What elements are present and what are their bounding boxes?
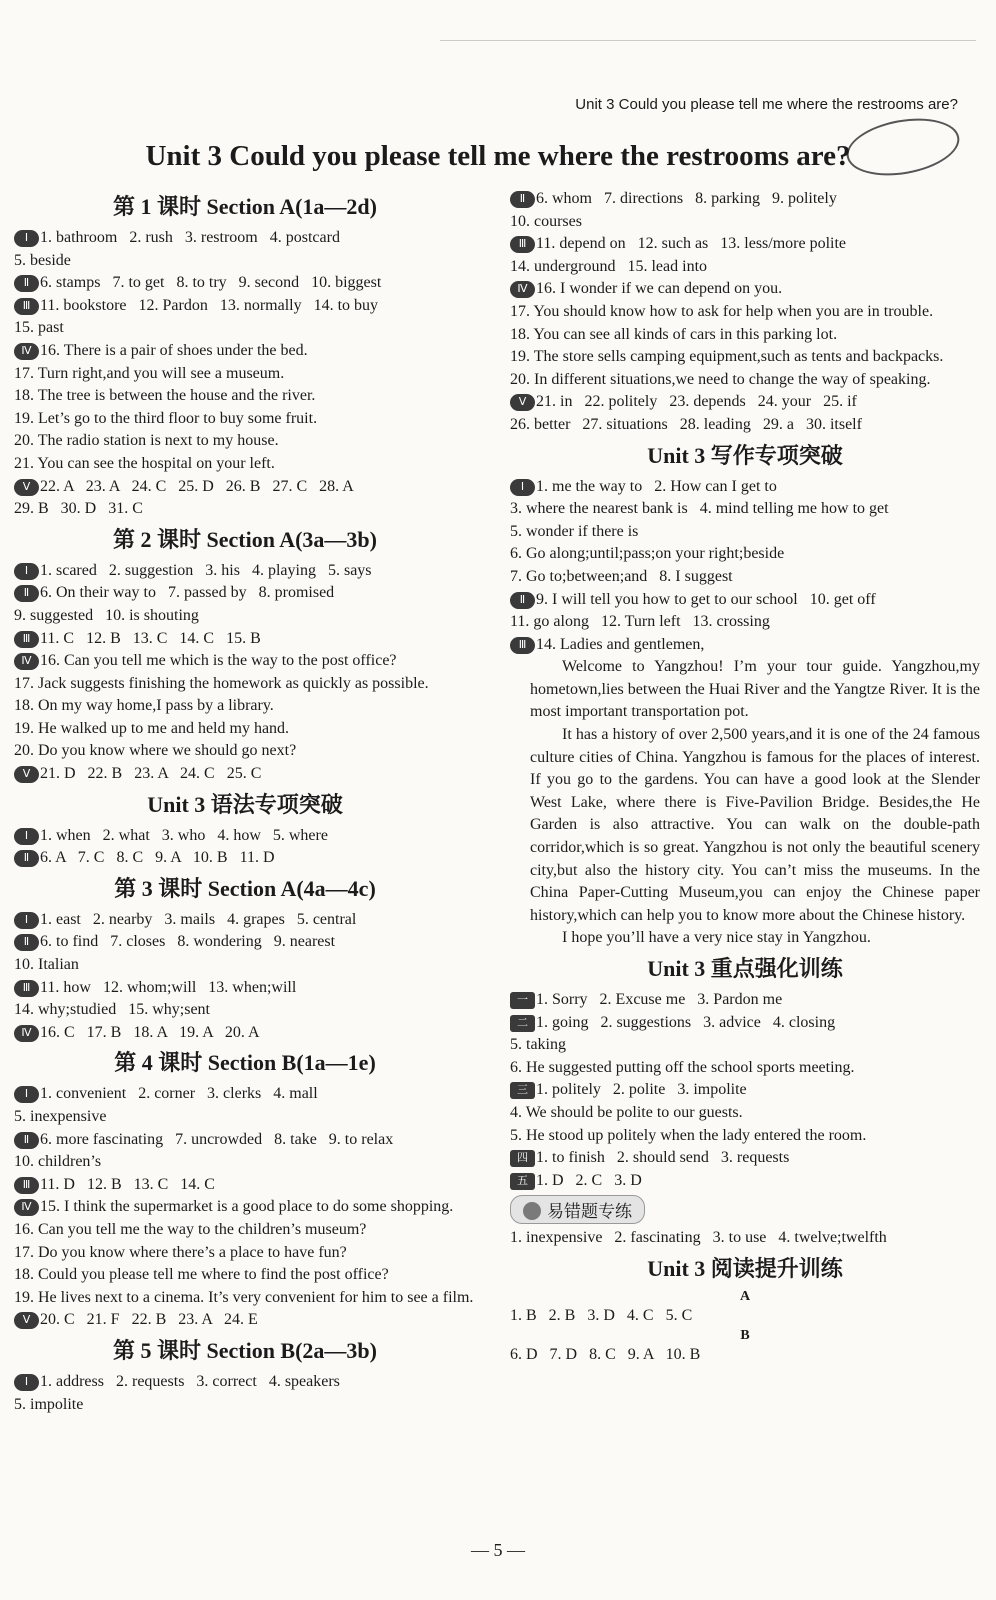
part-badge: 三 xyxy=(510,1082,535,1099)
answer-line: 20. In different situations,we need to change the way of speaking. xyxy=(510,370,931,388)
answer-line: Ⅲ 11. depend on 12. such as 13. less/more polite xyxy=(510,233,980,256)
left-column xyxy=(14,188,476,1416)
answer-line: 19. The store sells camping equipment,such as tents and backpacks. xyxy=(510,348,944,366)
part-badge: Ⅲ xyxy=(510,236,535,253)
answer-line: Ⅳ 16. There is a pair of shoes under the bed. xyxy=(14,340,476,363)
answer-line: 11. go along 12. Turn left 13. crossing xyxy=(510,613,770,631)
answer-line: 17. You should know how to ask for help when you are in trouble. xyxy=(510,302,934,320)
answer-line: 18. The tree is between the house and the river. xyxy=(14,387,316,405)
passage-label: B xyxy=(740,1327,750,1343)
answer-line: Ⅳ 15. I think the supermarket is a good place to do some shopping. xyxy=(14,1196,476,1219)
part-badge: Ⅴ xyxy=(14,766,39,783)
answer-line: 5. He stood up politely when the lady entered the room. xyxy=(510,1126,867,1144)
part-badge: 五 xyxy=(510,1173,535,1190)
essay-paragraph: Welcome to Yangzhou! I’m your tour guide. Yangzhou,my hometown,lies between the Huai River and the Yangtze River. It is the most important transportation pot. xyxy=(530,658,984,721)
answer-line: Ⅳ 16. Can you tell me which is the way to the post office? xyxy=(14,650,476,673)
part-badge: Ⅱ xyxy=(14,850,39,867)
part-badge: Ⅳ xyxy=(510,281,535,298)
answer-line: 18. On my way home,I pass by a library. xyxy=(14,697,274,715)
part-badge: Ⅰ xyxy=(510,479,535,496)
answer-line: 15. past xyxy=(14,319,64,337)
section-heading: Unit 3 语法专项突破 xyxy=(147,791,343,817)
part-badge: Ⅲ xyxy=(14,1177,39,1194)
part-badge: Ⅱ xyxy=(14,1132,39,1149)
section-heading: 第 4 课时 Section B(1a—1e) xyxy=(114,1050,376,1076)
section-heading: 第 3 课时 Section A(4a—4c) xyxy=(114,875,376,901)
part-badge: Ⅲ xyxy=(510,637,535,654)
answer-line: Ⅰ 1. me the way to 2. How can I get to xyxy=(510,476,980,499)
answer-line: 18. Could you please tell me where to find the post office? xyxy=(14,1266,389,1284)
answer-line: 9. suggested 10. is shouting xyxy=(14,606,199,624)
top-rule xyxy=(440,40,976,41)
tag-icon xyxy=(523,1202,541,1220)
answer-line: 1. inexpensive 2. fascinating 3. to use 4. twelve;twelfth xyxy=(510,1229,887,1247)
page-title: Unit 3 Could you please tell me where the restrooms are? xyxy=(145,140,851,172)
answer-line: 14. why;studied 15. why;sent xyxy=(14,1001,210,1019)
answer-line: 5. inexpensive xyxy=(14,1108,107,1125)
part-badge: Ⅰ xyxy=(14,1086,39,1103)
answer-line: Ⅴ 21. D 22. B 23. A 24. C 25. C xyxy=(14,763,476,786)
part-badge: Ⅴ xyxy=(14,479,39,496)
answer-line: Ⅱ 6. stamps 7. to get 8. to try 9. second 10. biggest xyxy=(14,272,476,295)
part-badge: Ⅳ xyxy=(14,343,39,360)
part-badge: Ⅱ xyxy=(14,585,39,602)
answer-line: Ⅰ 1. scared 2. suggestion 3. his 4. playing 5. says xyxy=(14,560,476,583)
answer-line: Ⅰ 1. when 2. what 3. who 4. how 5. where xyxy=(14,825,476,848)
answer-line: Ⅰ 1. convenient 2. corner 3. clerks 4. mall xyxy=(14,1083,476,1106)
answer-line: 17. Do you know where there’s a place to have fun? xyxy=(14,1243,347,1261)
section-heading: 第 1 课时 Section A(1a—2d) xyxy=(112,194,377,219)
answer-line: Ⅴ 21. in 22. politely 23. depends 24. your 25. if xyxy=(510,391,980,414)
answer-line: Ⅱ 6. A 7. C 8. C 9. A 10. B 11. D xyxy=(14,847,476,870)
answer-line: 6. He suggested putting off the school sports meeting. xyxy=(510,1058,855,1076)
answer-line: 1. B 2. B 3. D 4. C 5. C xyxy=(510,1306,693,1324)
section-heading: Unit 3 重点强化训练 xyxy=(647,956,843,981)
answer-line: Ⅰ 1. address 2. requests 3. correct 4. speakers xyxy=(14,1371,476,1394)
error-practice-tag: 易错题专练 xyxy=(510,1195,645,1224)
answer-line: 18. You can see all kinds of cars in this parking lot. xyxy=(510,325,838,343)
page-number: — 5 — xyxy=(471,1540,525,1560)
section-heading: 第 2 课时 Section A(3a—3b) xyxy=(112,526,377,552)
answer-line: 20. Do you know where we should go next? xyxy=(14,742,297,760)
part-badge: Ⅳ xyxy=(14,653,39,670)
part-badge: Ⅲ xyxy=(14,298,39,315)
answer-line: 一 1. Sorry 2. Excuse me 3. Pardon me xyxy=(510,989,980,1012)
answer-line: 17. Jack suggests finishing the homework as quickly as possible. xyxy=(14,674,429,692)
answer-line: 20. The radio station is next to my house. xyxy=(14,432,279,450)
right-column xyxy=(510,188,984,1366)
part-badge: 四 xyxy=(510,1150,535,1167)
answer-line: 26. better 27. situations 28. leading 29. a 30. itself xyxy=(510,415,862,433)
running-head: Unit 3 Could you please tell me where the restrooms are? xyxy=(575,96,958,113)
answer-line: Ⅲ 11. how 12. whom;will 13. when;will xyxy=(14,977,476,1000)
answer-line: 17. Turn right,and you will see a museum. xyxy=(14,364,285,382)
part-badge: Ⅱ xyxy=(14,934,39,951)
answer-line: 19. Let’s go to the third floor to buy some fruit. xyxy=(14,409,318,427)
section-heading: Unit 3 阅读提升训练 xyxy=(647,1255,843,1281)
answer-line: Ⅱ 6. more fascinating 7. uncrowded 8. take 9. to relax xyxy=(14,1129,476,1152)
part-badge: Ⅰ xyxy=(14,563,39,580)
answer-line: 6. Go along;until;pass;on your right;beside xyxy=(510,545,785,563)
answer-line: Ⅳ 16. I wonder if we can depend on you. xyxy=(510,278,980,301)
part-badge: Ⅲ xyxy=(14,980,39,997)
section-heading: 第 5 课时 Section B(2a—3b) xyxy=(112,1337,377,1363)
answer-line: 16. Can you tell me the way to the children’s museum? xyxy=(14,1220,367,1238)
answer-line: 21. You can see the hospital on your left. xyxy=(14,454,275,472)
answer-line: 五 1. D 2. C 3. D xyxy=(510,1170,980,1193)
answer-line: 5. impolite xyxy=(14,1395,84,1413)
answer-line: 6. D 7. D 8. C 9. A 10. B xyxy=(510,1345,701,1363)
part-badge: Ⅴ xyxy=(14,1312,39,1329)
part-badge: Ⅰ xyxy=(14,912,39,929)
part-badge: Ⅳ xyxy=(14,1199,39,1216)
part-badge: Ⅱ xyxy=(510,191,535,208)
answer-line: Ⅲ 14. Ladies and gentlemen, xyxy=(510,634,980,657)
answer-line: 四 1. to finish 2. should send 3. requests xyxy=(510,1147,980,1170)
part-badge: Ⅰ xyxy=(14,230,39,247)
part-badge: 一 xyxy=(510,992,535,1009)
answer-line: Ⅱ 6. to find 7. closes 8. wondering 9. nearest xyxy=(14,931,476,954)
part-badge: Ⅱ xyxy=(14,275,39,292)
answer-line: Ⅴ 22. A 23. A 24. C 25. D 26. B 27. C 28. A xyxy=(14,476,476,499)
answer-line: 29. B 30. D 31. C xyxy=(14,500,143,518)
answer-line: 19. He lives next to a cinema. It’s very convenient for him to see a film. xyxy=(14,1288,474,1306)
section-heading: Unit 3 写作专项突破 xyxy=(647,442,843,468)
part-badge: Ⅳ xyxy=(14,1025,39,1042)
part-badge: 二 xyxy=(510,1015,535,1032)
answer-line: Ⅱ 6. whom 7. directions 8. parking 9. politely xyxy=(510,188,980,211)
answer-line: Ⅴ 20. C 21. F 22. B 23. A 24. E xyxy=(14,1309,476,1332)
answer-line: Ⅱ 6. On their way to 7. passed by 8. promised xyxy=(14,582,476,605)
answer-line: Ⅲ 11. C 12. B 13. C 14. C 15. B xyxy=(14,628,476,651)
part-badge: Ⅲ xyxy=(14,631,39,648)
answer-line: 19. He walked up to me and held my hand. xyxy=(14,719,290,737)
answer-line: Ⅳ 16. C 17. B 18. A 19. A 20. A xyxy=(14,1022,476,1045)
answer-line: 5. taking xyxy=(510,1036,566,1054)
answer-line: Ⅲ 11. bookstore 12. Pardon 13. normally 14. to buy xyxy=(14,295,476,318)
answer-line: Ⅰ 1. bathroom 2. rush 3. restroom 4. postcard xyxy=(14,227,476,250)
part-badge: Ⅰ xyxy=(14,1374,39,1391)
answer-line: 10. Italian xyxy=(14,956,79,974)
essay-paragraph: It has a history of over 2,500 years,and it is one of the 24 famous culture cities of China. Yangzhou is famous for the places of interest. If you go to the gardens. You can have a good look at the Slender West Lake, where there is Five-Pavilion Bridge. Besides,the He Garden is also attractive. You can walk on the double-path corridor,which is so great. Yangzhou is not only the beautiful scenery city,but also the history city. You can’t miss the museums. In the China Paper-Cutting Museum,you can enjoy the Chinese paper history,which can help you to know more about the Chinese history. xyxy=(530,726,984,924)
answer-line: 3. where the nearest bank is 4. mind telling me how to get xyxy=(510,500,889,518)
part-badge: Ⅱ xyxy=(510,592,535,609)
answer-line: 二 1. going 2. suggestions 3. advice 4. closing xyxy=(510,1012,980,1035)
part-badge: Ⅰ xyxy=(14,828,39,845)
answer-line: 4. We should be polite to our guests. xyxy=(510,1103,743,1121)
passage-label: A xyxy=(739,1288,751,1304)
answer-line: 10. children’s xyxy=(14,1153,102,1171)
answer-line: 三 1. politely 2. polite 3. impolite xyxy=(510,1079,980,1102)
answer-line: 5. beside xyxy=(14,251,71,269)
answer-line: Ⅰ 1. east 2. nearby 3. mails 4. grapes 5. central xyxy=(14,909,476,932)
answer-line: 5. wonder if there is xyxy=(510,522,639,540)
answer-line: Ⅲ 11. D 12. B 13. C 14. C xyxy=(14,1174,476,1197)
part-badge: Ⅴ xyxy=(510,394,535,411)
answer-line: Ⅱ 9. I will tell you how to get to our school 10. get off xyxy=(510,589,980,612)
answer-line: 7. Go to;between;and 8. I suggest xyxy=(510,567,733,585)
essay-paragraph: I hope you’ll have a very nice stay in Yangzhou. xyxy=(562,929,871,947)
answer-line: 10. courses xyxy=(510,212,582,230)
answer-line: 14. underground 15. lead into xyxy=(510,257,708,275)
